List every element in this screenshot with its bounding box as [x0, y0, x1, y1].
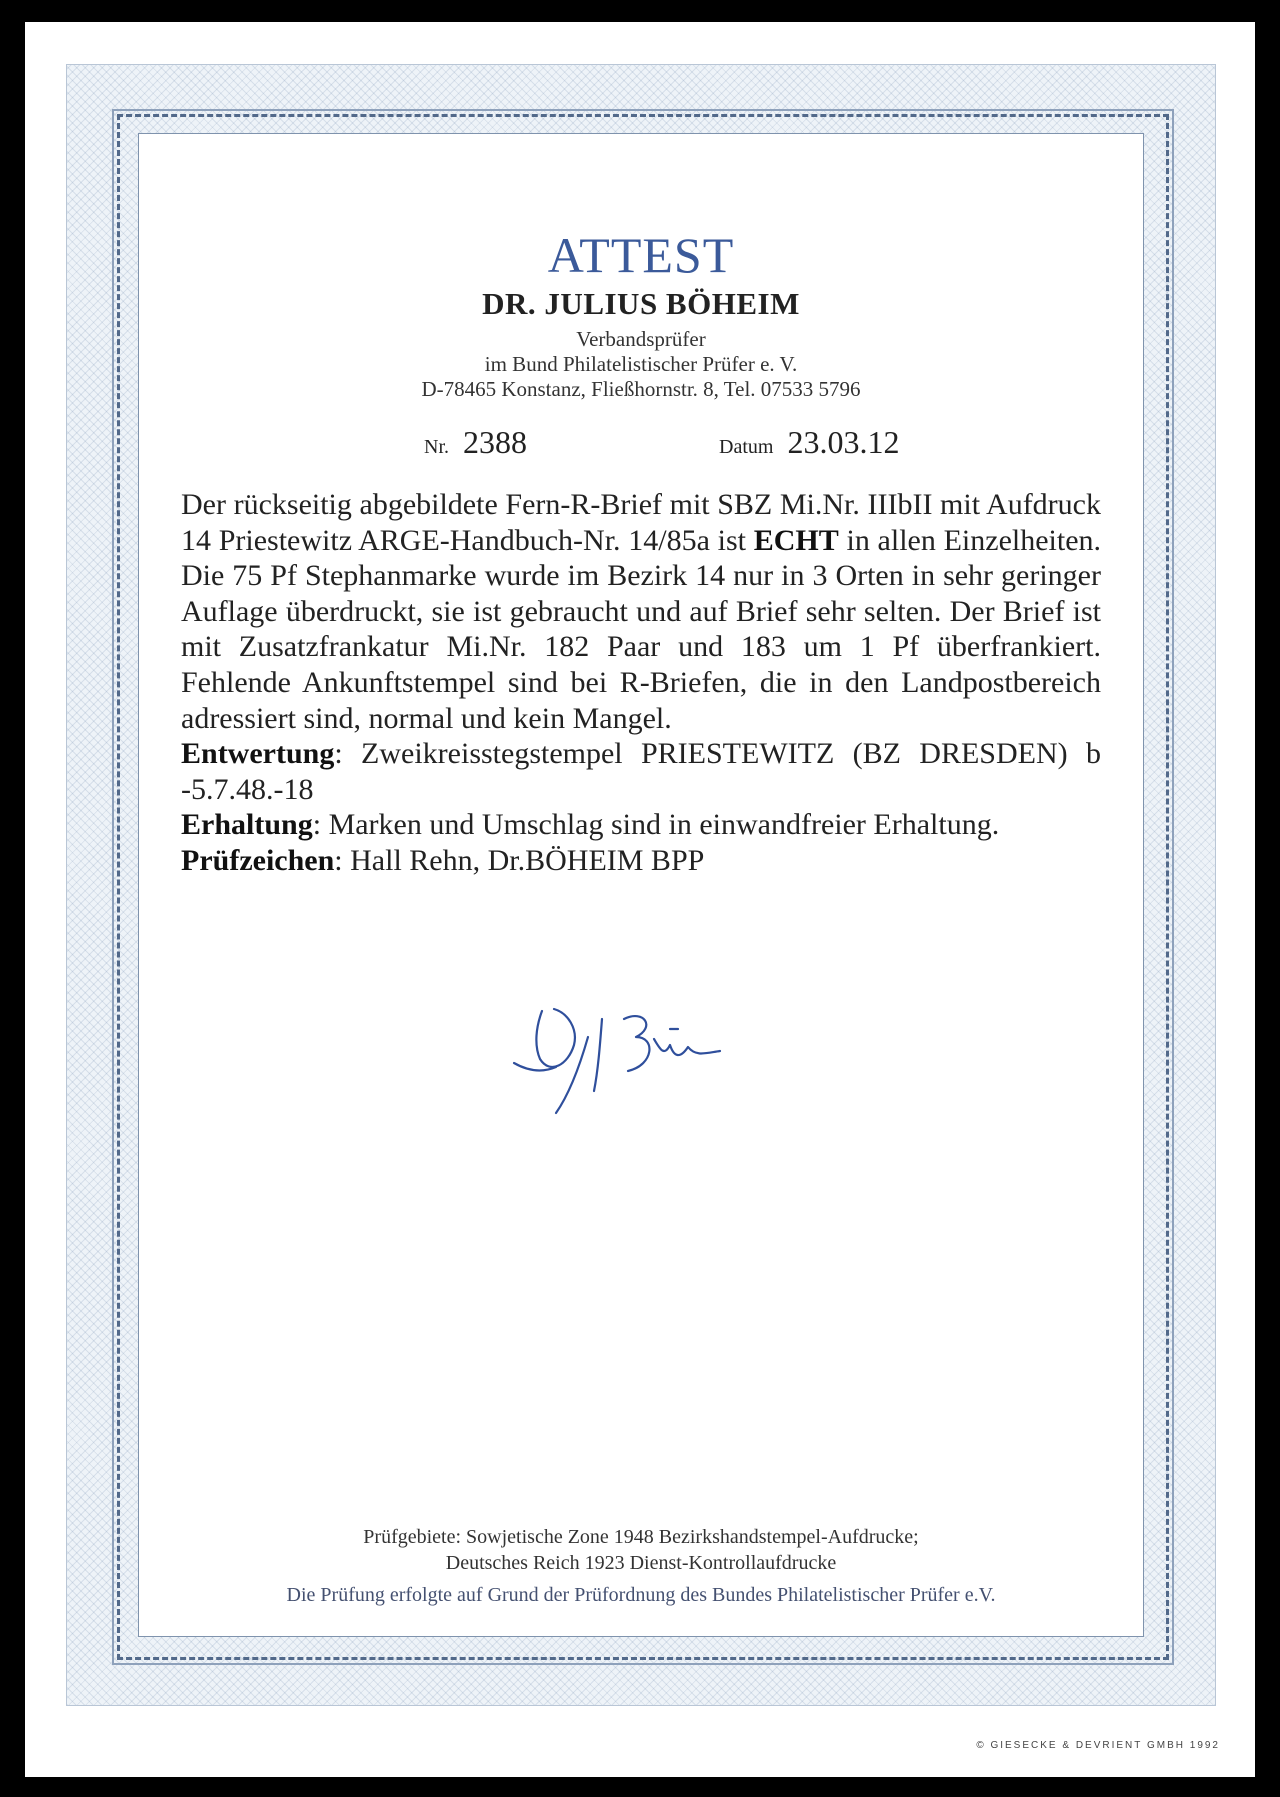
description-part-2: in allen Einzelheiten. Die 75 Pf Stephanmarke wurde im Bezirk 14 nur in 3 Orten in sehr geringer Auflage überdruckt, sie ist gebraucht und auf Brief sehr selten. Der Brief ist mit Zusatzfrankatur Mi.Nr. 182 Paar und 183 um 1 Pf überfrankiert. Fehlende Ankunftstempel sind bei R-Briefen, die in den Landpostbereich adressiert sind, normal und kein Mangel.	[181, 523, 1102, 735]
examiner-name: DR. JULIUS BÖHEIM	[482, 286, 800, 321]
handwritten-signature	[484, 979, 764, 1119]
date-label: Datum	[719, 436, 774, 458]
certificate-title: ATTEST	[547, 227, 735, 283]
erhaltung-paragraph: Erhaltung: Marken und Umschlag sind in einwandfreier Erhaltung.	[181, 808, 1000, 842]
erhaltung-label: Erhaltung	[181, 808, 313, 842]
description-paragraph	[181, 487, 1101, 736]
examiner-organization: im Bund Philatelistischer Prüfer e. V.	[484, 352, 798, 376]
pruefzeichen-paragraph: Prüfzeichen: Hall Rehn, Dr.BÖHEIM BPP	[181, 843, 705, 877]
signature-stroke-4	[624, 1016, 649, 1071]
entwertung-paragraph: Entwertung: Zweikreisstegstempel PRIESTEWITZ (BZ DRESDEN) b -5.7.48.-18	[181, 737, 1101, 806]
examination-areas	[139, 1524, 1143, 1576]
pruefzeichen-text: Hall Rehn, Dr.BÖHEIM BPP	[350, 843, 705, 877]
signature-stroke-1	[536, 1009, 575, 1067]
erhaltung-text: Marken und Umschlag sind in einwandfreier Erhaltung.	[328, 808, 1000, 842]
examiner-role: Verbandsprüfer	[576, 327, 706, 351]
description-part-1: Der rückseitig abgebildete Fern-R-Brief mit SBZ Mi.Nr. IIIbII mit Aufdruck 14 Priestewitz ARGE-Handbuch-Nr. 14/85a ist	[181, 488, 1101, 557]
date-value: 23.03.12	[787, 424, 900, 460]
pruefzeichen-label: Prüfzeichen	[181, 843, 335, 877]
examination-rules-note: Die Prüfung erfolgte auf Grund der Prüfordnung des Bundes Philatelistischer Prüfer e.V.	[286, 1584, 996, 1606]
examination-areas-line-1: Prüfgebiete: Sowjetische Zone 1948 Bezirkshandstempel-Aufdrucke;	[363, 1526, 919, 1548]
certificate-number	[424, 424, 527, 461]
signature-stroke-5	[654, 1039, 720, 1055]
number-label: Nr.	[424, 436, 449, 458]
certificate-body	[181, 487, 1101, 879]
certificate-sheet	[25, 22, 1255, 1777]
certificate-date	[719, 424, 899, 461]
printer-imprint: © GIESECKE & DEVRIENT GMBH 1992	[976, 1740, 1220, 1751]
entwertung-label: Entwertung	[181, 737, 335, 771]
echt-mark: ECHT	[753, 523, 839, 557]
number-value: 2388	[463, 424, 527, 460]
signature-stroke-3	[594, 1019, 602, 1091]
certificate-content	[138, 133, 1144, 1637]
examination-areas-line-2: Deutsches Reich 1923 Dienst-Kontrollaufdrucke	[445, 1552, 837, 1574]
examiner-address: D-78465 Konstanz, Fließhornstr. 8, Tel. 07533 5796	[421, 377, 861, 401]
entwertung-text: Zweikreisstegstempel PRIESTEWITZ (BZ DRESDEN) b -5.7.48.-18	[181, 737, 1101, 806]
